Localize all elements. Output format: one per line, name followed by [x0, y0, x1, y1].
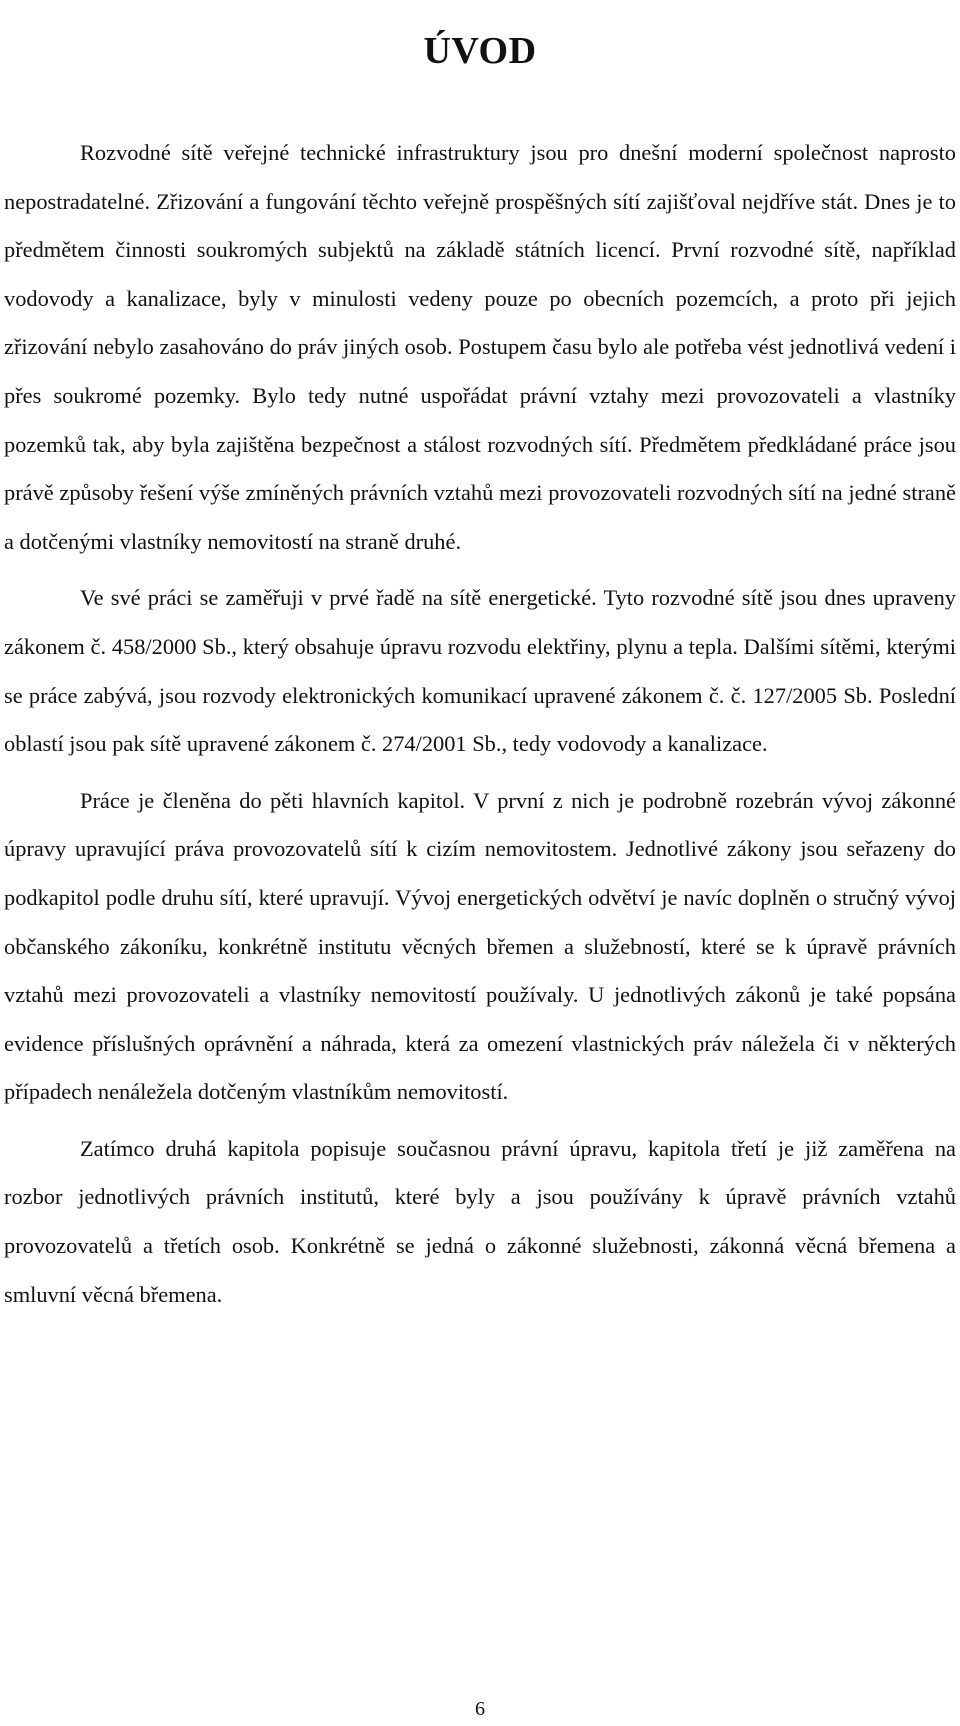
document-body — [4, 129, 956, 1327]
paragraph-chapters: Zatímco druhá kapitola popisuje současnou právní úpravu, kapitola třetí je již zaměřena na rozbor jednotlivých právních institutů, které byly a jsou používány k úpravě právních vztahů provozovatelů a třetích osob. Konkrétně se jedná o zákonné služebnosti, zákonná věcná břemena a smluvní věcná břemena. — [4, 1135, 956, 1307]
paragraph-networks: Ve své práci se zaměřuji v prvé řadě na sítě energetické. Tyto rozvodné sítě jsou dnes upraveny zákonem č. 458/2000 Sb., který obsahuje úpravu rozvodu elektřiny, plynu a tepla. Dalšími sítěmi, kterými se práce zabývá, jsou rozvody elektronických komunikací upravené zákonem č. č. 127/2005 Sb. Poslední oblastí jsou pak sítě upravené zákonem č. 274/2001 Sb., tedy vodovody a kanalizace. — [4, 585, 956, 757]
paragraph-structure: Práce je členěna do pěti hlavních kapitol. V první z nich je podrobně rozebrán vývoj zákonné úpravy upravující práva provozovatelů sítí k cizím nemovitostem. Jednotlivé zákony jsou seřazeny do podkapitol podle druhu sítí, které upravují. Vývoj energetických odvětví je navíc doplněn o stručný vývoj občanského zákoníku, konkrétně institutu věcných břemen a služebností, které se k úpravě právních vztahů mezi provozovateli a vlastníky nemovitostí používaly. U jednotlivých zákonů je také popsána evidence příslušných oprávnění a náhrada, která za omezení vlastnických práv náležela či v některých případech nenáležela dotčeným vlastníkům nemovitostí. — [4, 787, 956, 1105]
paragraph-intro: Rozvodné sítě veřejné technické infrastruktury jsou pro dnešní moderní společnost naprosto nepostradatelné. Zřizování a fungování těchto veřejně prospěšných sítí zajišťoval nejdříve stát. Dnes je to předmětem činnosti soukromých subjektů na základě státních licencí. První rozvodné sítě, například vodovody a kanalizace, byly v minulosti vedeny pouze po obecních pozemcích, a proto při jejich zřizování nebylo zasahováno do práv jiných osob. Postupem času bylo ale potřeba vést jednotlivá vedení i přes soukromé pozemky. Bylo tedy nutné uspořádat právní vztahy mezi provozovateli a vlastníky pozemků tak, aby byla zajištěna bezpečnost a stálost rozvodných sítí. Předmětem předkládané práce jsou právě způsoby řešení výše zmíněných právních vztahů mezi provozovateli rozvodných sítí na jedné straně a dotčenými vlastníky nemovitostí na straně druhé. — [4, 140, 956, 554]
page-title: ÚVOD — [423, 30, 537, 73]
page-number: 6 — [475, 1698, 485, 1720]
